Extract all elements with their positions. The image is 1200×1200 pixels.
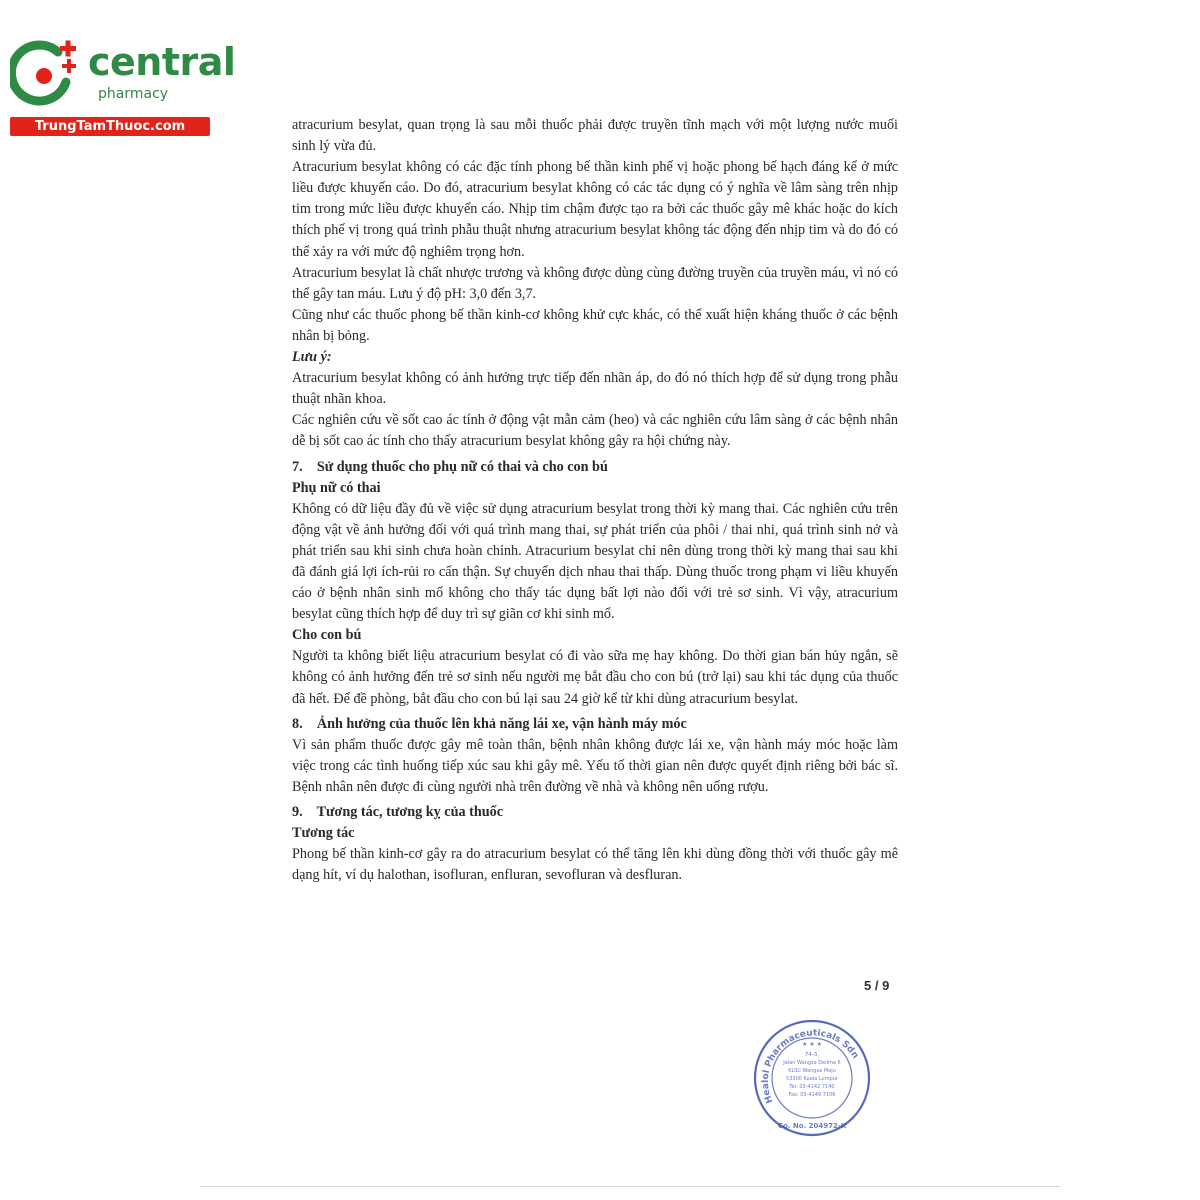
section-heading-9: 9. Tương tác, tương kỵ của thuốc	[292, 804, 504, 820]
section-heading-8: 8. Ảnh hưởng của thuốc lên khả năng lái xe, vận hành máy móc	[292, 715, 687, 732]
footer-rule	[200, 1186, 1060, 1187]
svg-text:KLSC Wangsa Maju: KLSC Wangsa Maju	[788, 1068, 836, 1074]
logo-subtitle: pharmacy	[98, 86, 169, 102]
paragraph: Atracurium besylat là chất nhược trương và không được dùng cùng đường truyền của truyền máu, vì nó có thể gây tan máu. Lưu ý độ pH: 3,0 đến 3,7.	[292, 264, 898, 302]
page-number: 5 / 9	[864, 978, 890, 993]
svg-text:★ ★ ★: ★ ★ ★	[802, 1041, 822, 1048]
note-heading: Lưu ý:	[292, 349, 332, 366]
svg-text:Co. No. 204972-K: Co. No. 204972-K	[777, 1122, 847, 1130]
paragraph: Người ta không biết liệu atracurium besylat có đi vào sữa mẹ hay không. Do thời gian bán hủy ngắn, sẽ không có ảnh hưởng đến trẻ sơ sinh nếu người mẹ bắt đầu cho con bú (trở lại) sau khi tác dụng của thuốc đã hết. Để đề phòng, bắt đầu cho con bú lại sau 24 giờ kể từ khi dùng atracurium besylat.	[292, 648, 898, 707]
svg-text:Jalan Wangsa Delima 6: Jalan Wangsa Delima 6	[783, 1060, 841, 1066]
company-stamp-icon	[752, 1018, 872, 1138]
paragraph: Atracurium besylat không có các đặc tính phong bế thần kinh phế vị hoặc phong bế hạch đáng kể ở mức liều được khuyến cáo. Do đó, atracurium besylat không có các tác dụng có ý nghĩa về lâm sàng trên nhịp tim trong mức liều được khuyến cáo. Nhịp tim chậm được tạo ra bởi các thuốc gây mê khác hoặc do kích thích phế vị trong quá trình phẫu thuật nhưng atracurium besylat không tác động đến nhịp tim và do đó có thể xảy ra với mức độ nghiêm trọng hơn.	[292, 159, 898, 260]
svg-text:74-3,: 74-3,	[804, 1052, 820, 1058]
section-heading-7: 7. Sử dụng thuốc cho phụ nữ có thai và cho con bú	[292, 458, 608, 475]
svg-text:Healol Pharmaceuticals Sdn. Bh: Healol Pharmaceuticals Sdn.	[760, 1028, 861, 1105]
paragraph: atracurium besylat, quan trọng là sau mỗi thuốc phải được truyền tĩnh mạch với một lượng nước muối sinh lý vừa đủ.	[292, 117, 898, 155]
logo-website[interactable]: TrungTamThuoc.com	[10, 117, 210, 136]
subheading-pregnancy: Phụ nữ có thai	[292, 479, 381, 496]
subheading-interactions: Tương tác	[292, 825, 355, 842]
central-pharmacy-logo[interactable]	[10, 38, 236, 136]
paragraph: Không có dữ liệu đầy đủ về việc sử dụng atracurium besylat trong thời kỳ mang thai. Các nghiên cứu trên động vật về ảnh hưởng đối với quá trình mang thai, sự phát triển của phôi / thai nhi, quá trình sinh nở và phát triển sau khi sinh chưa hoàn chỉnh. Atracurium besylat chỉ nên dùng trong thời kỳ mang thai sau khi đã đánh giá lợi ích-rủi ro cẩn thận. Sự chuyển dịch nhau thai thấp. Dùng thuốc trong phạm vi liều khuyến cáo ở bệnh nhân sinh mổ không cho thấy tác dụng bất lợi nào đối với trẻ sơ sinh. Vì vậy, atracurium besylat cũng thích hợp để duy trì sự giãn cơ khi sinh mổ.	[292, 500, 898, 623]
paragraph: Phong bế thần kinh-cơ gây ra do atracurium besylat có thể tăng lên khi dùng đồng thời với thuốc gây mê dạng hít, ví dụ halothan, isofluran, enfluran, sevofluran và desfluran.	[292, 846, 898, 884]
logo-brand-name: central	[88, 40, 236, 84]
paragraph: Vì sản phẩm thuốc được gây mê toàn thân, bệnh nhân không được lái xe, vận hành máy móc hoặc làm việc trong các tình huống tiếp xúc sau khi gây mê. Yếu tố thời gian nên được quyết định riêng bởi bác sĩ. Bệnh nhân nên được đi cùng người nhà trên đường về nhà và không nên uống rượu.	[292, 736, 898, 795]
svg-text:Tel: 03-4142 7140: Tel: 03-4142 7140	[789, 1084, 835, 1090]
paragraph: Các nghiên cứu về sốt cao ác tính ở động vật mẫn cảm (heo) và các nghiên cứu lâm sàng ở các bệnh nhân dễ bị sốt cao ác tính cho thấy atracurium besylat không gây ra hội chứng này.	[292, 412, 898, 450]
subheading-breastfeeding: Cho con bú	[292, 627, 362, 644]
paragraph: Atracurium besylat không có ảnh hưởng trực tiếp đến nhãn áp, do đó nó thích hợp để sử dụng trong phẫu thuật nhãn khoa.	[292, 370, 898, 408]
svg-text:Fax: 03-4149 7106: Fax: 03-4149 7106	[788, 1092, 836, 1098]
pharmacy-cross-logo-icon	[10, 38, 82, 106]
document-body	[292, 115, 898, 886]
svg-text:53300 Kuala Lumpur: 53300 Kuala Lumpur	[786, 1076, 838, 1082]
paragraph: Cũng như các thuốc phong bế thần kinh-cơ không khử cực khác, có thể xuất hiện kháng thuốc ở các bệnh nhân bị bỏng.	[292, 306, 898, 344]
